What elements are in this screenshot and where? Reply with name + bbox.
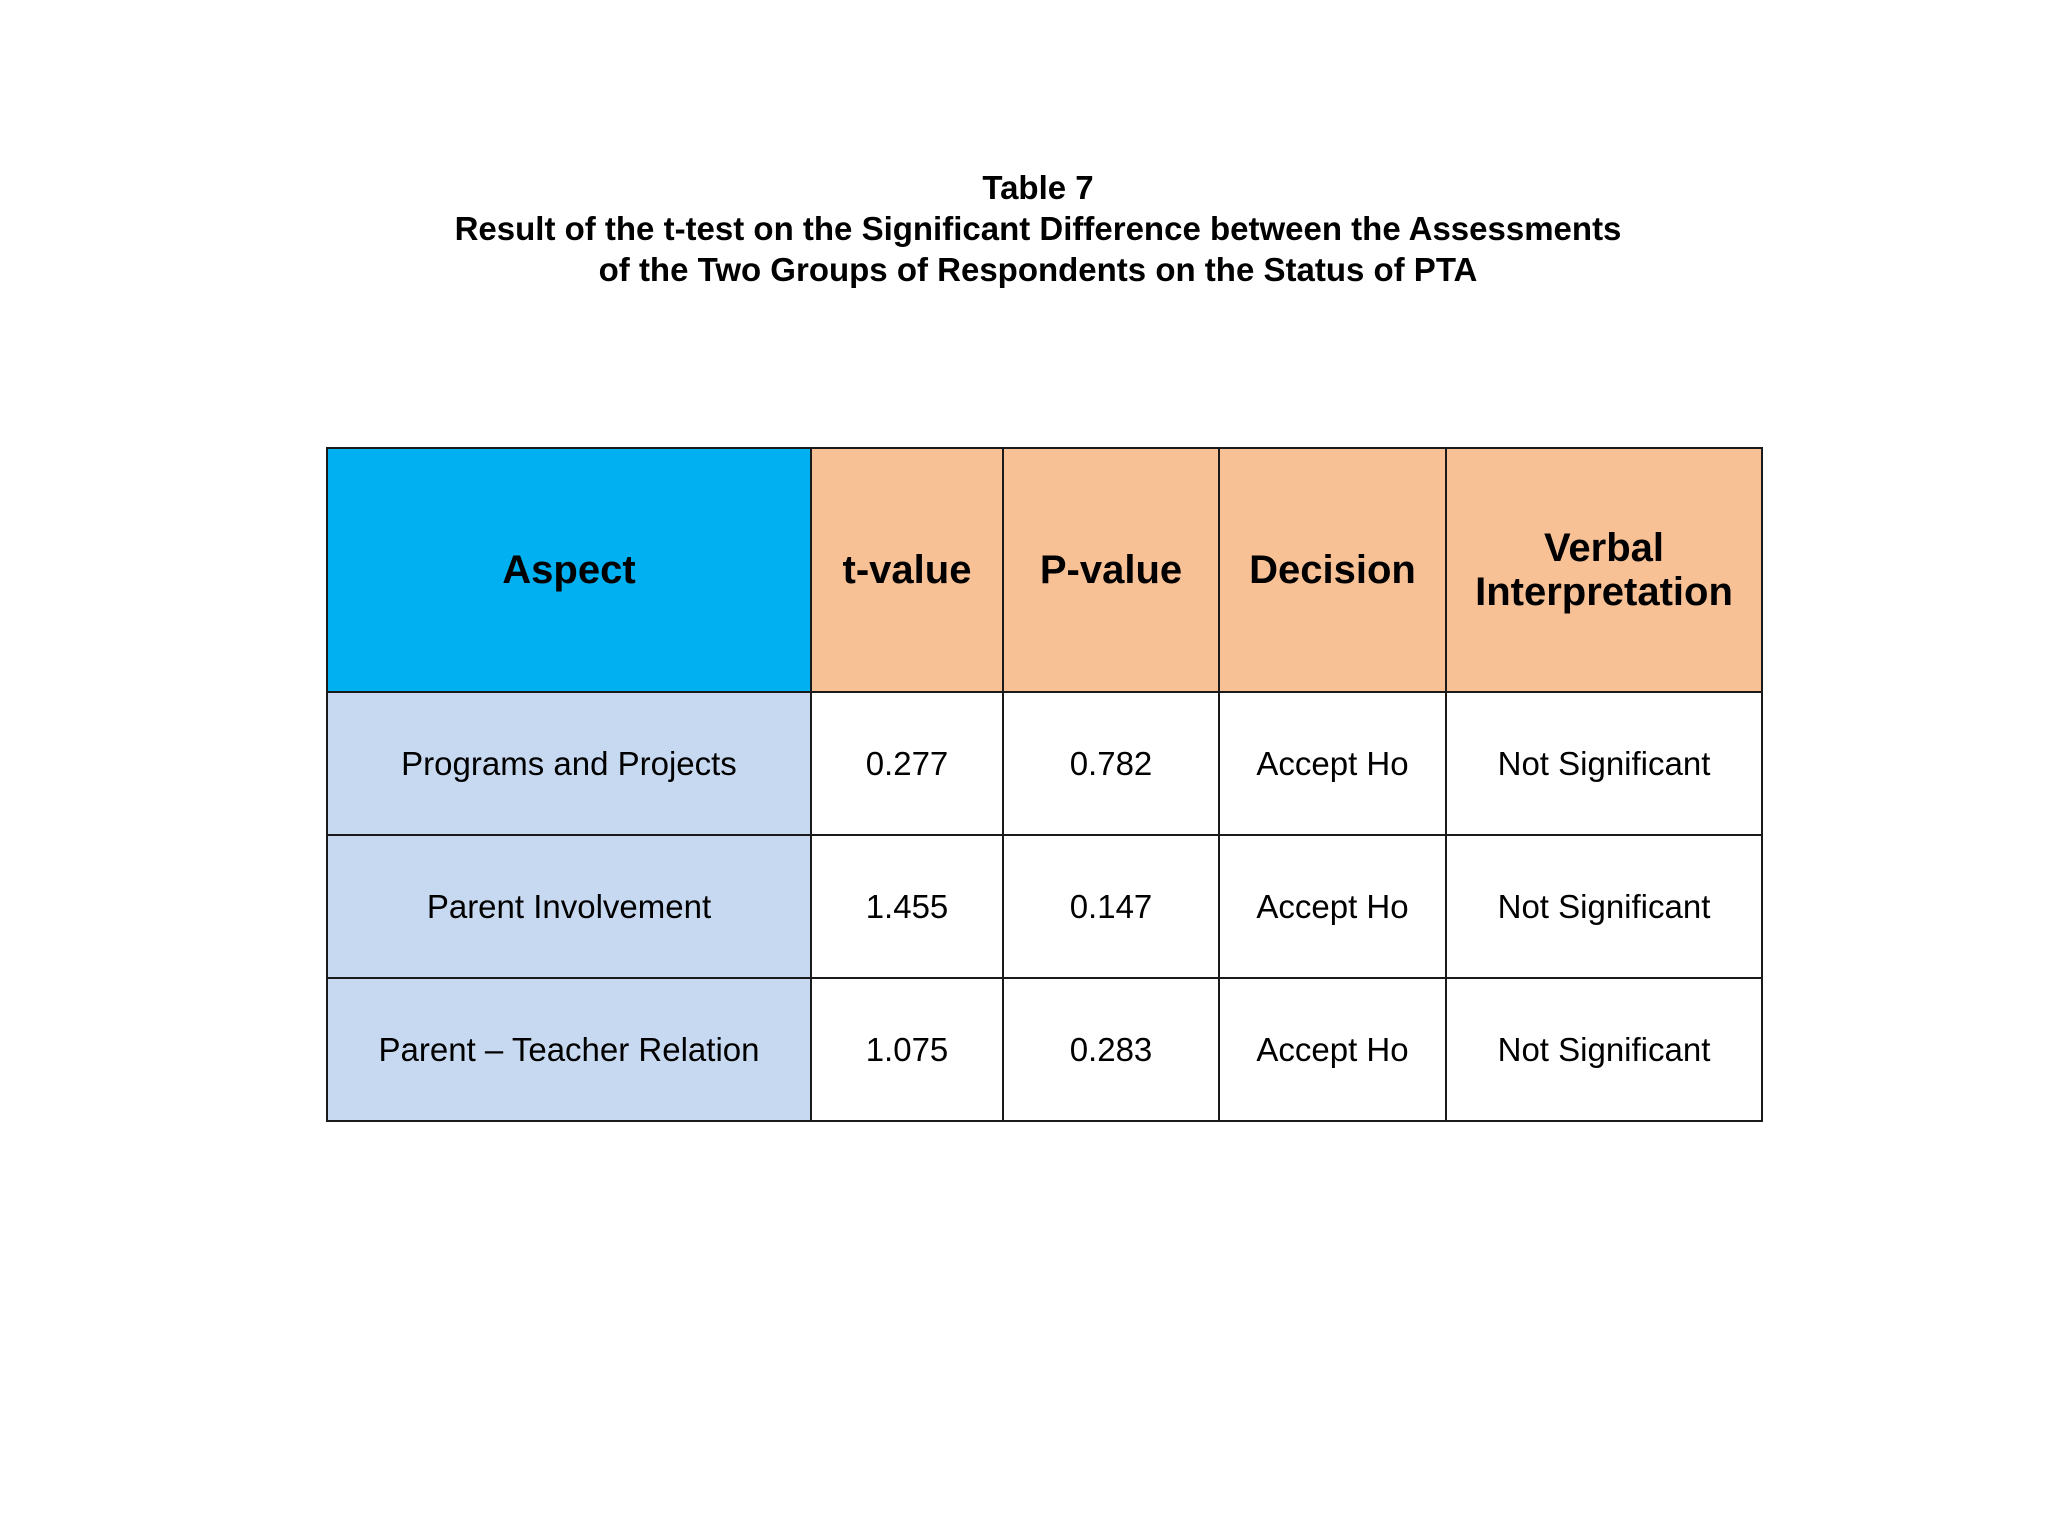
- table-caption: [0, 167, 2048, 290]
- table-label: Table 7: [982, 169, 1094, 206]
- header-t-value: t-value: [811, 448, 1003, 692]
- header-p-value: P-value: [1003, 448, 1219, 692]
- header-decision: Decision: [1219, 448, 1446, 692]
- row-p-value: 0.782: [1003, 692, 1219, 835]
- header-aspect: Aspect: [327, 448, 811, 692]
- row-t-value: 1.455: [811, 835, 1003, 978]
- table-title-line-1: Result of the t-test on the Significant Difference between the Assessments: [454, 210, 1622, 247]
- row-t-value: 1.075: [811, 978, 1003, 1121]
- table-row: [327, 692, 1762, 835]
- row-decision: Accept Ho: [1219, 835, 1446, 978]
- header-verbal-line-2: Interpretation: [1475, 570, 1733, 614]
- table-title-line-2: of the Two Groups of Respondents on the Status of PTA: [598, 251, 1478, 288]
- header-verbal-interpretation: [1446, 448, 1762, 692]
- row-decision: Accept Ho: [1219, 692, 1446, 835]
- row-p-value: 0.283: [1003, 978, 1219, 1121]
- row-aspect: Parent Involvement: [327, 835, 811, 978]
- row-t-value: 0.277: [811, 692, 1003, 835]
- table-row: [327, 835, 1762, 978]
- row-verbal-interpretation: Not Significant: [1446, 835, 1762, 978]
- row-aspect: Parent – Teacher Relation: [327, 978, 811, 1121]
- row-decision: Accept Ho: [1219, 978, 1446, 1121]
- row-aspect: Programs and Projects: [327, 692, 811, 835]
- results-table: [326, 447, 1763, 1122]
- header-row: [327, 448, 1762, 692]
- table-row: [327, 978, 1762, 1121]
- row-p-value: 0.147: [1003, 835, 1219, 978]
- header-verbal-line-1: Verbal: [1543, 526, 1665, 570]
- row-verbal-interpretation: Not Significant: [1446, 978, 1762, 1121]
- row-verbal-interpretation: Not Significant: [1446, 692, 1762, 835]
